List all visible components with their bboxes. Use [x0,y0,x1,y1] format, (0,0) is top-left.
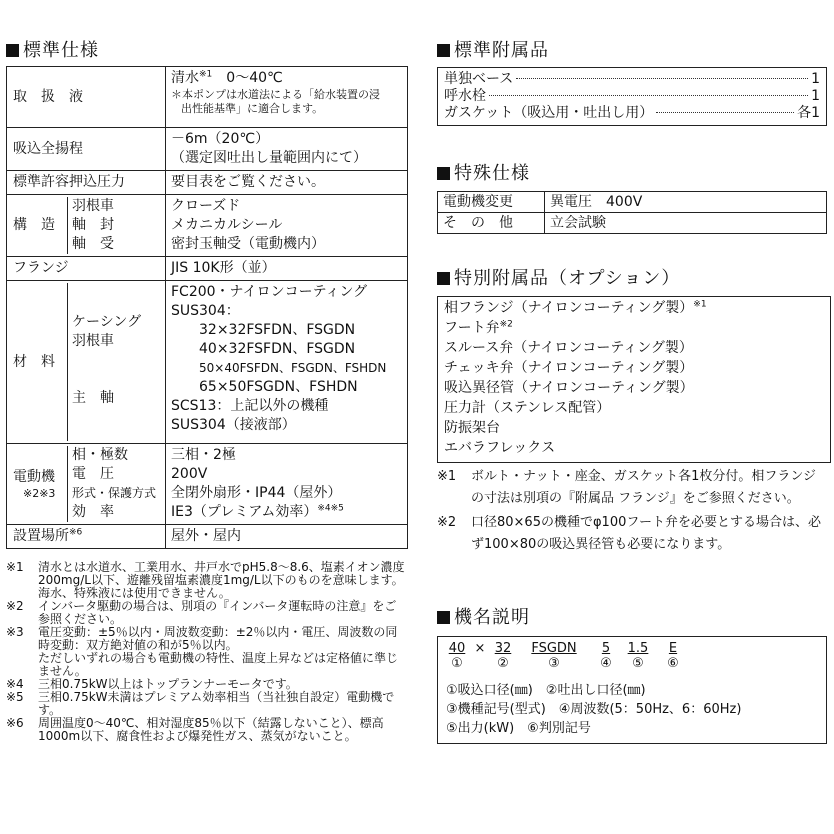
model-box: 40 ① × 32 ② FSGDN ③ 5 ④ 1.5 ⑤ E ⑥ ①吸込口径(㎜) ②吐出し口径(㎜) ③機種記号(型式) ④周波数(5：50Hz、6：60Hz) ⑤出力(kW) ⑥判別記号 [437,636,827,744]
spec-row-material: 材 料 ケーシング 羽根車 主 軸 FC200・ナイロンコーティング SUS304： 32×32FSFDN、FSGDN 40×32FSFDN、FSGDN 50×40FSFDN、FSGDN、FSHDN 65×50FSGDN、FSHDN SCS13：上記以外の機種 SUS304（接液部） [7,281,408,444]
model-code: 40 ① × 32 ② FSGDN ③ 5 ④ 1.5 ⑤ E ⑥ [448,641,679,671]
standard-spec-title: 標準仕様 [6,36,99,62]
accessories-box [437,67,827,126]
square-bullet-icon [437,272,450,285]
accessories-title: 標準附属品 [437,36,549,62]
model-title: 機名説明 [437,603,530,629]
option-item: エバラフレックス [444,440,556,456]
special-spec-title: 特殊仕様 [437,159,530,185]
spec-row-pressure: 標準許容押込圧力 要目表をご覧ください。 [7,171,408,195]
accessory-item: 呼水栓 1 [444,88,820,104]
options-box [437,296,831,463]
spec-row-suction: 吸込全揚程 －6m（20℃） （選定図吐出し量範囲内にて） [7,128,408,171]
option-item: 圧力計（ステンレス配管） [444,400,611,416]
square-bullet-icon [437,167,450,180]
square-bullet-icon [437,44,450,57]
accessory-item: 単独ベース 1 [444,71,820,87]
spec-table [6,66,408,549]
square-bullet-icon [437,611,450,624]
option-item: 吸込異径管（ナイロンコーティング製） [444,380,694,396]
spec-row-structure: 構 造 羽根車 軸 封 軸 受 クローズド メカニカルシール 密封玉軸受（電動機内） [7,195,408,257]
option-notes: ※1 ボルト・ナット・座金、ガスケット各1枚分付。相フランジの寸法は別項の『附属品 フランジ』をご参照ください。 ※2 口径80×65の機種でφ100フート弁を必要とする場合は、必ず100×80の吸込異径管も必要になります。 [437,469,821,552]
option-item: スルース弁（ナイロンコーティング製） [444,340,693,356]
spec-row-motor: 電動機 ※2※3 相・極数 電 圧 形式・保護方式 効 率 三相・2極 200V 全閉外扇形・IP44（屋外） IE3（プレミアム効率）$^{※4※5}$ [7,444,408,525]
square-bullet-icon [6,44,19,57]
option-item: チェッキ弁（ナイロンコーティング製） [444,360,694,376]
spec-row-handling: 取 扱 液 清水$^{※1}$ 0～40℃ ＊本ポンプは水道法による「給水装置の浸 出性能基準」に適合します。 [7,67,408,128]
accessory-item: ガスケット（吸込用・吐出し用） 各1 [444,105,820,121]
option-item: フート弁$^{※2}$ [444,319,513,336]
option-item: 防振架台 [444,420,500,436]
option-item: 相フランジ（ナイロンコーティング製）$^{※1}$ [444,299,707,316]
spec-notes: ※1 清水とは水道水、工業用水、井戸水でpH5.8～8.6、塩素イオン濃度200mg/L以下、遊離残留塩素濃度1mg/L以下のものを意味します。 海水、特殊液には使用できません。 ※2 インバータ駆動の場合は、別項の『インバータ運転時の注意』をご参照ください。 ※3 電圧変動：±5％以内・周波数変動：±2％以内・電圧、周波数の同時変動：双方絶対値の和が5％以内。 ただしいずれの場合も電動機の特性、温度上昇などは定格値に準じません。 ※4 三相0.75kW以上はトップランナーモータです。 ※5 三相0.75kW未満はプレミアム効率相当（当社独自設定）電動機です。 ※6 周囲温度0～40℃、相対湿度85％以下（結露しないこと）、標高1000m以下、腐食性および爆発性ガス、蒸気がないこと。 [6,560,405,743]
special-spec-table: 電動機変更 異電圧 400V そ の 他 立会試験 [437,191,827,234]
options-title: 特別附属品（オプション） [437,264,680,290]
spec-row-install: 設置場所$^{※6}$ 屋外・屋内 [7,525,408,549]
spec-row-flange: フランジ JIS 10K形（並） [7,257,408,281]
handling-label: 取 扱 液 [13,88,83,105]
